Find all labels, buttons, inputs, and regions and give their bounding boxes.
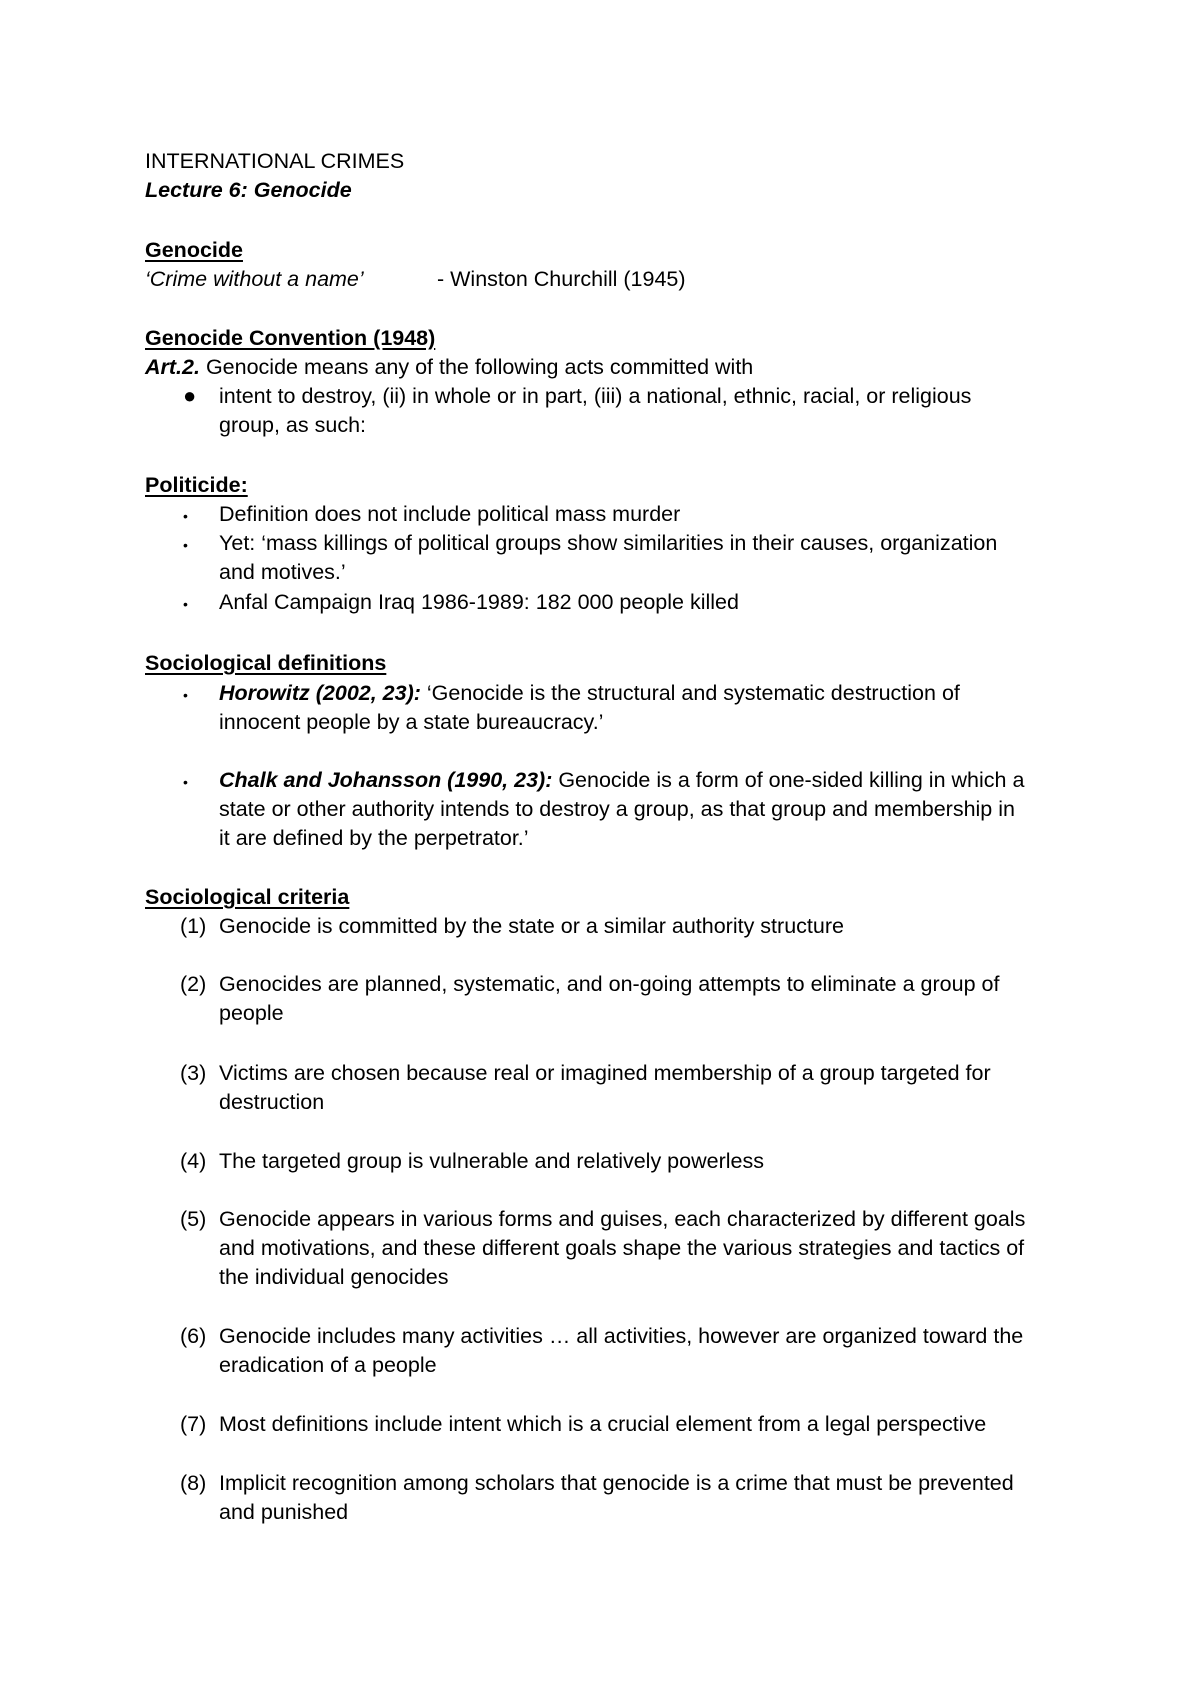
chalk-text: Genocide is a form of one-sided killing in which a (552, 768, 1025, 792)
section-heading-criteria: Sociological criteria (145, 885, 350, 909)
bullet-icon: • (183, 508, 188, 524)
horowitz-definition-line-2: innocent people by a state bureaucracy.’ (219, 710, 604, 734)
criterion-6-line-1: Genocide includes many activities … all activities, however are organized toward the (219, 1324, 1024, 1348)
criterion-number: (4) (180, 1149, 207, 1173)
section-heading-definitions: Sociological definitions (145, 651, 387, 675)
section-heading-politicide: Politicide: (145, 473, 248, 497)
churchill-quote: ‘Crime without a name’ (145, 267, 364, 291)
politicide-bullet-3: Anfal Campaign Iraq 1986-1989: 182 000 people killed (219, 590, 739, 614)
criterion-number: (3) (180, 1061, 207, 1085)
criterion-8-line-1: Implicit recognition among scholars that genocide is a crime that must be prevented (219, 1471, 1014, 1495)
horowitz-definition-line-1 (219, 680, 960, 706)
criterion-5-line-2: and motivations, and these different goals shape the various strategies and tactics of (219, 1236, 1025, 1260)
convention-bullet-line-2: group, as such: (219, 413, 367, 437)
bullet-icon: • (183, 687, 188, 703)
criterion-3-line-2: destruction (219, 1090, 325, 1114)
criterion-5-line-1: Genocide appears in various forms and guises, each characterized by different goals (219, 1207, 1026, 1231)
filled-bullet-icon: ● (183, 383, 197, 408)
bullet-icon: • (183, 537, 188, 553)
criterion-7: Most definitions include intent which is a crucial element from a legal perspective (219, 1412, 987, 1436)
criterion-4: The targeted group is vulnerable and relatively powerless (219, 1149, 764, 1173)
bullet-icon: • (183, 596, 188, 612)
criterion-5-line-3: the individual genocides (219, 1265, 449, 1289)
chalk-definition-line-1 (219, 767, 1024, 793)
quote-attribution: - Winston Churchill (1945) (437, 267, 686, 291)
chalk-citation: Chalk and Johansson (1990, 23): (219, 768, 553, 792)
criterion-3-line-1: Victims are chosen because real or imagined membership of a group targeted for (219, 1061, 991, 1085)
article-label: Art.2. (145, 355, 200, 379)
criterion-1: Genocide is committed by the state or a similar authority structure (219, 914, 844, 938)
section-heading-genocide: Genocide (145, 238, 243, 262)
criterion-2-line-2: people (219, 1001, 284, 1025)
article-text: Genocide means any of the following acts committed with (199, 355, 754, 379)
criterion-number: (5) (180, 1207, 207, 1231)
criterion-number: (1) (180, 914, 207, 938)
chalk-definition-line-3: it are defined by the perpetrator.’ (219, 826, 529, 850)
horowitz-citation: Horowitz (2002, 23): (219, 681, 421, 705)
bullet-icon: • (183, 774, 188, 790)
horowitz-text: ‘Genocide is the structural and systematic destruction of (420, 681, 960, 705)
criterion-2-line-1: Genocides are planned, systematic, and on-going attempts to eliminate a group of (219, 972, 1000, 996)
chalk-definition-line-2: state or other authority intends to destroy a group, as that group and membership in (219, 797, 1015, 821)
convention-bullet-line-1: intent to destroy, (ii) in whole or in part, (iii) a national, ethnic, racial, or religious (219, 384, 972, 408)
lecture-title: Lecture 6: Genocide (145, 178, 352, 202)
politicide-bullet-2-line-2: and motives.’ (219, 560, 346, 584)
politicide-bullet-1: Definition does not include political mass murder (219, 502, 681, 526)
criterion-number: (6) (180, 1324, 207, 1348)
criterion-6-line-2: eradication of a people (219, 1353, 437, 1377)
criterion-number: (7) (180, 1412, 207, 1436)
course-title: INTERNATIONAL CRIMES (145, 149, 405, 173)
politicide-bullet-2-line-1: Yet: ‘mass killings of political groups show similarities in their causes, organization (219, 531, 998, 555)
criterion-number: (2) (180, 972, 207, 996)
criterion-number: (8) (180, 1471, 207, 1495)
section-heading-convention: Genocide Convention (1948) (145, 326, 436, 350)
criterion-8-line-2: and punished (219, 1500, 349, 1524)
article-2-line (145, 354, 753, 380)
